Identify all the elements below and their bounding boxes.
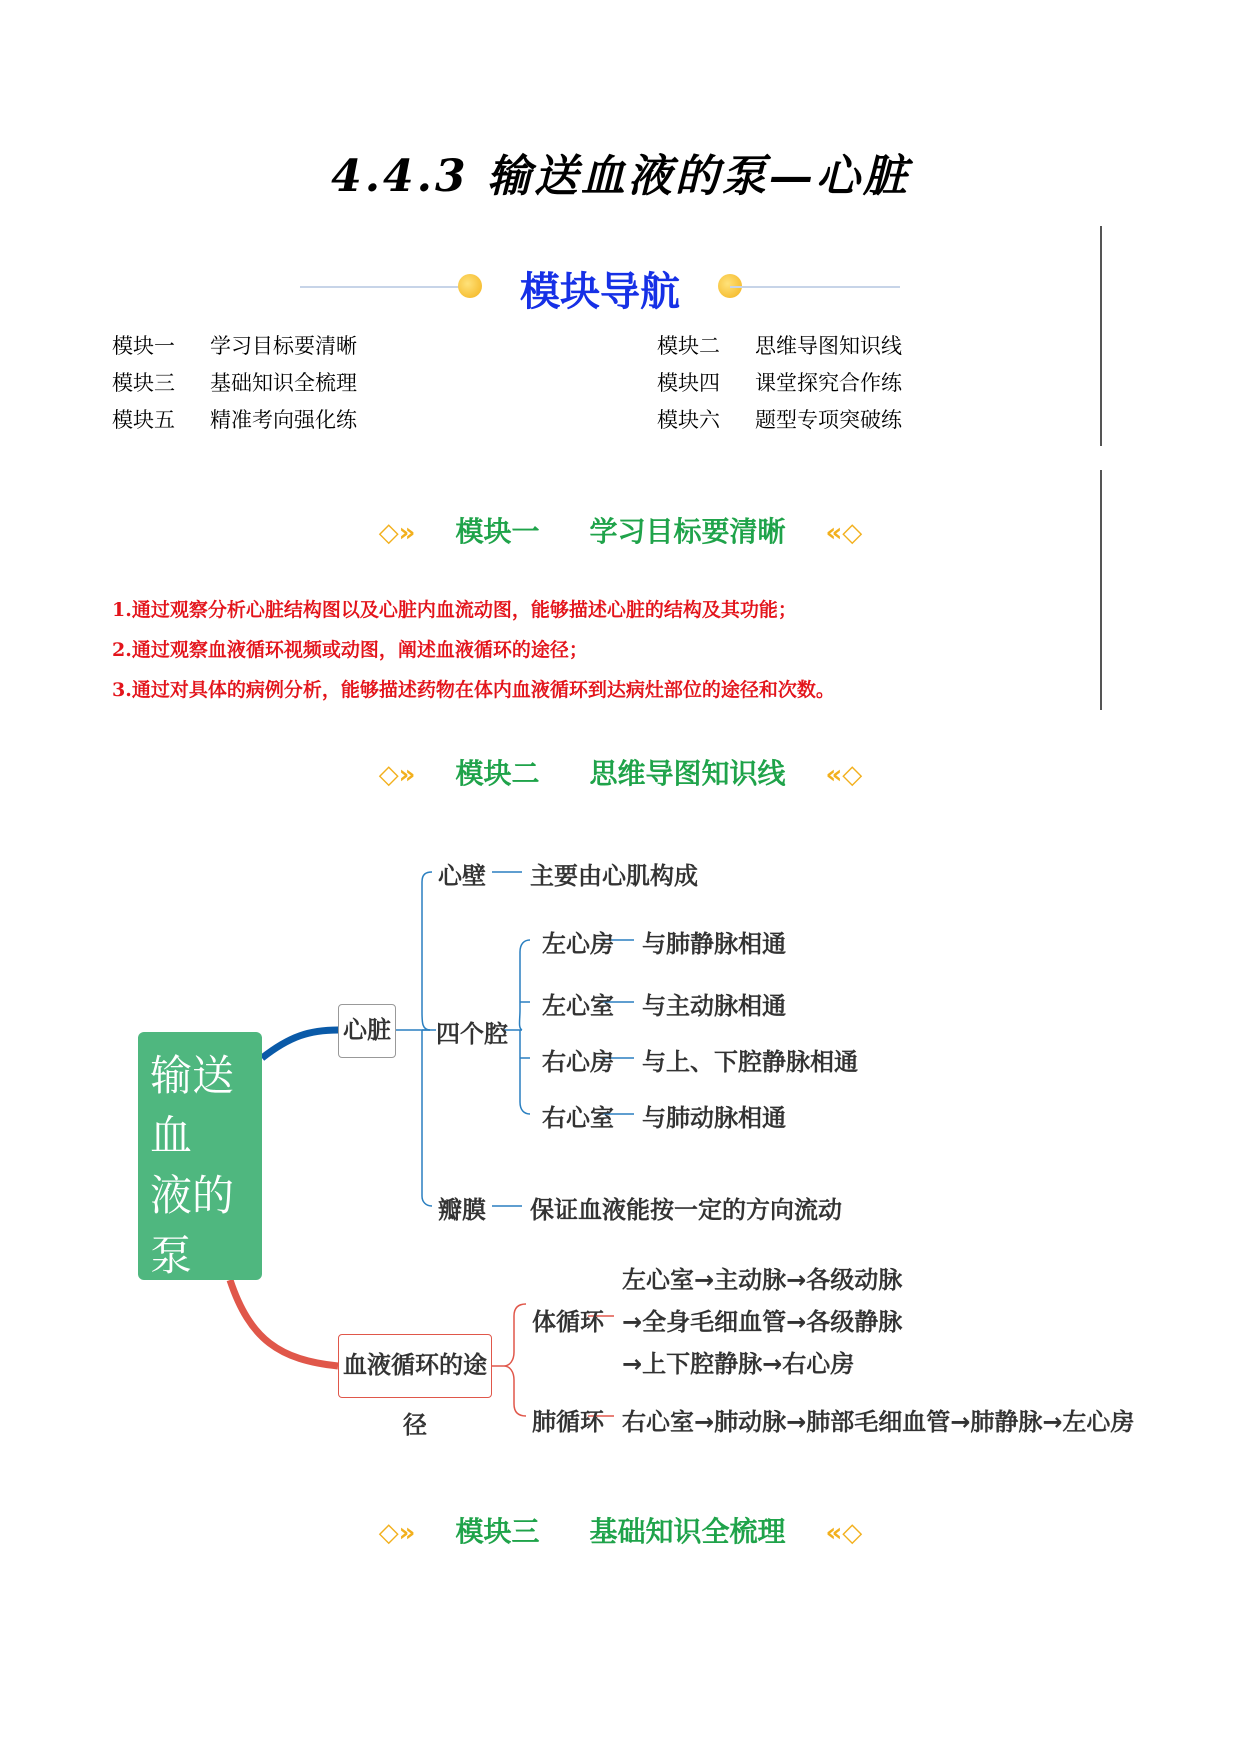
node-chamber-desc: 与上、下腔静脉相通 bbox=[642, 1048, 858, 1076]
nav-item-num: 模块五 bbox=[112, 408, 175, 432]
node-chamber-desc: 与肺动脉相通 bbox=[642, 1104, 786, 1132]
diamond-left-icon: ◇» bbox=[378, 518, 416, 548]
root-line: 输送血 bbox=[150, 1051, 235, 1160]
diamond-right-icon: «◇ bbox=[825, 518, 863, 548]
root-line: —心脏 bbox=[150, 1291, 235, 1400]
section-name: 基础知识全梳理 bbox=[589, 1515, 786, 1548]
nav-item-num: 模块三 bbox=[112, 371, 175, 395]
nav-item-name: 学习目标要清晰 bbox=[210, 334, 357, 358]
nav-item-name: 课堂探究合作练 bbox=[755, 371, 902, 395]
goal-item: 3.通过对具体的病例分析，能够描述药物在体内血液循环到达病灶部位的途径和次数。 bbox=[112, 679, 835, 701]
diamond-left-icon: ◇» bbox=[378, 760, 416, 790]
nav-item-5[interactable] bbox=[112, 404, 357, 434]
section-name: 学习目标要清晰 bbox=[589, 515, 786, 548]
section-heading-2 bbox=[0, 752, 1241, 802]
page-title: 4.4.3 输送血液的泵—心脏 bbox=[331, 151, 910, 202]
node-systemic-line: →全身毛细血管→各级静脉 bbox=[622, 1308, 903, 1336]
nav-item-num: 模块四 bbox=[657, 371, 720, 395]
root-line: 液的泵 bbox=[150, 1171, 235, 1280]
nav-header-rule-right bbox=[730, 286, 900, 288]
node-chamber: 右心房 bbox=[542, 1048, 614, 1076]
margin-line-top bbox=[1100, 226, 1102, 446]
goal-item: 1.通过观察分析心脏结构图以及心脏内血流动图，能够描述心脏的结构及其功能； bbox=[112, 599, 797, 621]
section-num: 模块二 bbox=[455, 757, 540, 790]
margin-line-bottom bbox=[1100, 470, 1102, 710]
nav-item-6[interactable] bbox=[657, 404, 902, 434]
node-systemic: 体循环 bbox=[532, 1308, 604, 1336]
nav-item-name: 题型专项突破练 bbox=[755, 408, 902, 432]
node-chamber: 左心房 bbox=[542, 930, 614, 958]
node-wall-desc: 主要由心肌构成 bbox=[530, 862, 698, 890]
node-chamber-desc: 与肺静脉相通 bbox=[642, 930, 786, 958]
nav-item-name: 精准考向强化练 bbox=[210, 408, 357, 432]
nav-header-rule-left bbox=[300, 286, 470, 288]
section-name: 思维导图知识线 bbox=[589, 757, 786, 790]
node-wall: 心壁 bbox=[438, 862, 486, 890]
nav-item-3[interactable] bbox=[112, 367, 357, 397]
nav-item-num: 模块一 bbox=[112, 334, 175, 358]
goal-item: 2.通过观察血液循环视频或动图，阐述血液循环的途径； bbox=[112, 639, 588, 661]
node-valve: 瓣膜 bbox=[438, 1196, 486, 1224]
nav-item-1[interactable] bbox=[112, 330, 357, 360]
diamond-right-icon: «◇ bbox=[825, 1518, 863, 1548]
nav-item-name: 思维导图知识线 bbox=[755, 334, 902, 358]
node-systemic-line: 左心室→主动脉→各级动脉 bbox=[622, 1266, 903, 1294]
mind-map-connectors bbox=[130, 840, 1130, 1480]
section-num: 模块三 bbox=[455, 1515, 540, 1548]
diamond-left-icon: ◇» bbox=[378, 1518, 416, 1548]
node-chambers: 四个腔 bbox=[436, 1020, 508, 1048]
nav-item-2[interactable] bbox=[657, 330, 902, 360]
mind-map bbox=[130, 840, 1135, 1480]
module-nav-header bbox=[300, 258, 900, 318]
node-chamber: 右心室 bbox=[542, 1104, 614, 1132]
nav-item-name: 基础知识全梳理 bbox=[210, 371, 357, 395]
learning-goals bbox=[112, 590, 1092, 710]
nav-header-label: 模块导航 bbox=[520, 269, 680, 315]
node-chamber: 左心室 bbox=[542, 992, 614, 1020]
node-pulmonary-desc: 右心室→肺动脉→肺部毛细血管→肺静脉→左心房 bbox=[622, 1408, 1135, 1436]
section-num: 模块一 bbox=[455, 515, 540, 548]
nav-item-num: 模块二 bbox=[657, 334, 720, 358]
node-heart: 心脏 bbox=[338, 1004, 396, 1058]
node-pulmonary: 肺循环 bbox=[532, 1408, 604, 1436]
mindmap-root bbox=[138, 1032, 262, 1400]
section-heading-3 bbox=[0, 1510, 1241, 1560]
node-chamber-desc: 与主动脉相通 bbox=[642, 992, 786, 1020]
node-valve-desc: 保证血液能按一定的方向流动 bbox=[530, 1196, 842, 1224]
nav-item-4[interactable] bbox=[657, 367, 902, 397]
nav-item-num: 模块六 bbox=[657, 408, 720, 432]
section-heading-1 bbox=[0, 510, 1241, 560]
nav-header-dot-left bbox=[458, 274, 482, 298]
node-circulation: 血液循环的途径 bbox=[338, 1334, 492, 1398]
node-systemic-line: →上下腔静脉→右心房 bbox=[622, 1350, 855, 1378]
diamond-right-icon: «◇ bbox=[825, 760, 863, 790]
